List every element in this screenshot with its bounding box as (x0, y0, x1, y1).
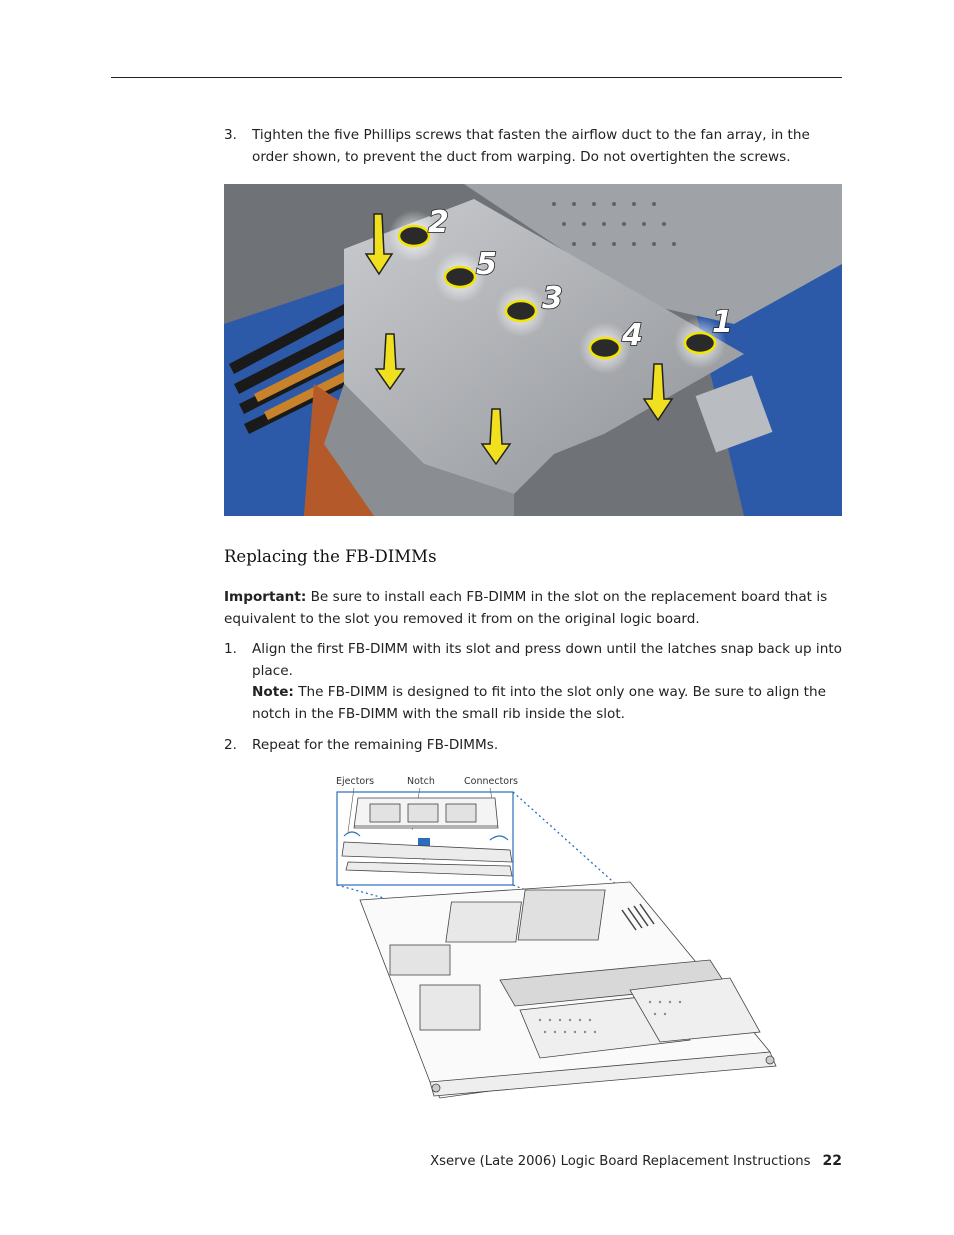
fb-dimm-diagram (330, 770, 790, 1100)
section-title: Replacing the FB-DIMMs (224, 547, 437, 566)
step-text: Align the first FB-DIMM with its slot and press down until the latches snap back up into place. (252, 641, 842, 679)
page-footer (430, 1153, 842, 1169)
callout-1: 1 (712, 305, 733, 340)
important-text: Be sure to install each FB-DIMM in the slot on the replacement board that is equivalent to the slot you removed it from on the original logic board. (224, 589, 828, 627)
important-label: Important: (224, 589, 307, 605)
important-paragraph (224, 587, 844, 630)
callout-5: 5 (476, 247, 497, 282)
step-text: Tighten the five Phillips screws that fasten the airflow duct to the fan array, in the order shown, to prevent the duct from warping. Do not overtighten the screws. (252, 127, 810, 165)
airflow-duct-photo (224, 184, 842, 516)
step-number: 3. (224, 127, 237, 143)
callout-3: 3 (542, 281, 563, 316)
note (252, 682, 844, 725)
step-number: 2. (224, 737, 237, 753)
step-number: 1. (224, 641, 237, 657)
note-label: Note: (252, 684, 294, 700)
label-connectors: Connectors (464, 776, 518, 787)
note-text: The FB-DIMM is designed to fit into the slot only one way. Be sure to align the notch in the FB-DIMM with the small rib inside the slot. (252, 684, 826, 722)
top-rule (111, 77, 842, 78)
callout-4: 4 (622, 318, 643, 353)
page-number: 22 (822, 1153, 842, 1169)
label-ejectors: Ejectors (336, 776, 375, 787)
label-notch: Notch (407, 776, 435, 787)
callout-2: 2 (428, 205, 449, 240)
step-text: Repeat for the remaining FB-DIMMs. (252, 737, 499, 753)
footer-title: Xserve (Late 2006) Logic Board Replacement Instructions (430, 1154, 811, 1169)
